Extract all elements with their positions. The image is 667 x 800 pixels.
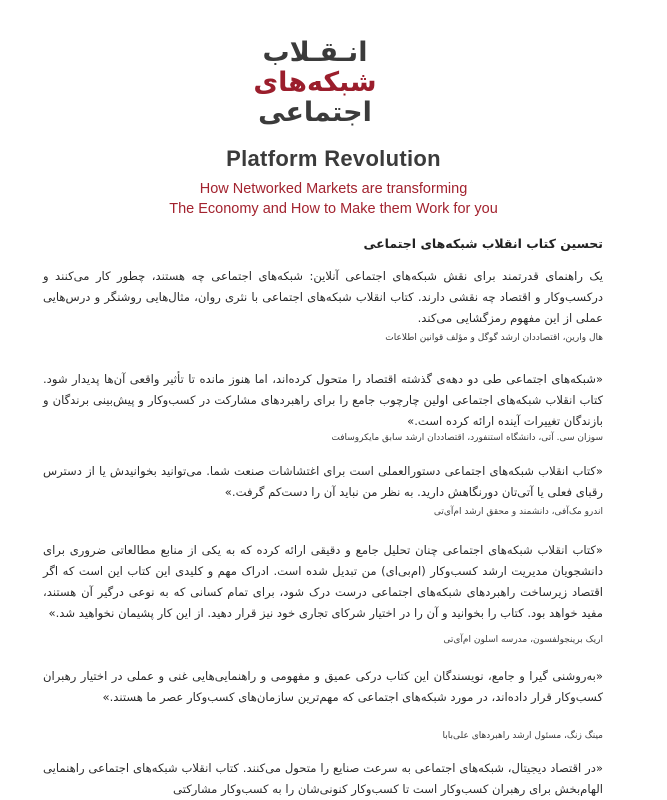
quote-3-attribution: اندرو مک‌آفی، دانشمند و محقق ارشد ام‌آی‌تی (433, 507, 603, 517)
quote-4-attribution: اریک برینجولفسون، مدرسه اسلون ام‌آی‌تی (443, 635, 603, 645)
quote-5: «به‌روشنی گیرا و جامع، نویسندگان این کتاب درکی عمیق و مفهومی و راهنمایی‌هایی غنی و عملی در اختیار رهبران کسب‌وکار قرار داده‌اند، در مورد شبکه‌های اجتماعی که مهم‌ترین سازمان‌های کسب‌وکار عصر ما هستند.» (43, 669, 603, 704)
quote-2: «شبکه‌های اجتماعی طی دو دهه‌ی گذشته اقتصاد را متحول کرده‌اند، اما هنوز مانده تا تأثیر واقعی آن‌ها پدیدار شود. کتاب انقلاب شبکه‌های اجتماعی اولین چارچوب جامع را برای راهبردهای مشارکت در کسب‌وکار و پیش‌بینی برندگان و بازندگان تغییرات آینده ارائه کرده است.» (43, 372, 603, 428)
quote-1: یک راهنمای قدرتمند برای نقش شبکه‌های اجتماعی آنلاین: شبکه‌های اجتماعی چه هستند، چطور کار می‌کنند و درکسب‌وکار و اقتصاد چه نقشی دارند. کتاب انقلاب شبکه‌های اجتماعی با نثری روان، مثال‌هایی روشنگر و درس‌هایی عملی از این مفهوم رمزگشایی می‌کند. (43, 269, 603, 325)
logo-line-2: شبکه‌های (253, 67, 377, 98)
quote-2-attribution: سوزان سی. آتی، دانشگاه استنفورد، اقتصاددان ارشد سابق مایکروسافت (331, 433, 603, 443)
english-subtitle-line-1: How Networked Markets are transforming (199, 181, 468, 197)
quote-5-attribution: مینگ زنگ، مسئول ارشد راهبردهای علی‌بابا (442, 731, 603, 741)
quote-1-attribution: هال وارین، اقتصاددان ارشد گوگل و مؤلف قوانین اطلاعات (385, 333, 603, 343)
english-subtitle-line-2: The Economy and How to Make them Work for you (169, 201, 498, 217)
praise-heading: تحسین کتاب انقلاب شبکه‌های اجتماعی (363, 236, 603, 251)
logo-line-3: اجتماعی (258, 97, 372, 128)
quote-3: «کتاب انقلاب شبکه‌های اجتماعی دستورالعملی است برای اغتشاشات صنعت شما. می‌توانید بخوانیدش یا از دسترس رقبای فعلی یا آتی‌تان دورنگاهش دارید. به نظر من نباید آن را دست‌کم گرفت.» (43, 464, 603, 499)
quote-4: «کتاب انقلاب شبکه‌های اجتماعی چنان تحلیل جامع و دقیقی ارائه کرده که به یکی از منابع مطالعاتی ضروری برای دانشجویان مدیریت ارشد کسب‌وکار (ام‌بی‌ای) من تبدیل شده است. ادراک مهم و کلیدی این کتاب این است که اگر اقتصاد زیرساخت راهبردهای شبکه‌های اجتماعی درست درک شود، برای تمام کسانی که به نوعی درگیر آن هستند، مفید خواهد بود. کتاب را بخوانید و آن را در اختیار شرکای تجاری خود نیز قرار دهید. از این کار پشیمان نخواهید شد.» (43, 543, 603, 620)
english-title: Platform Revolution (226, 146, 441, 171)
logo-line-1: انـقـلاب (262, 37, 368, 68)
persian-title-logo (200, 38, 430, 138)
quote-6: «در اقتصاد دیجیتال، شبکه‌های اجتماعی به سرعت صنایع را متحول می‌کنند. کتاب انقلاب شبکه‌های اجتماعی راهنمایی الهام‌بخش برای رهبران کسب‌وکار است تا کسب‌وکار کنونی‌شان را به کسب‌وکار مشارکتی (43, 761, 603, 796)
